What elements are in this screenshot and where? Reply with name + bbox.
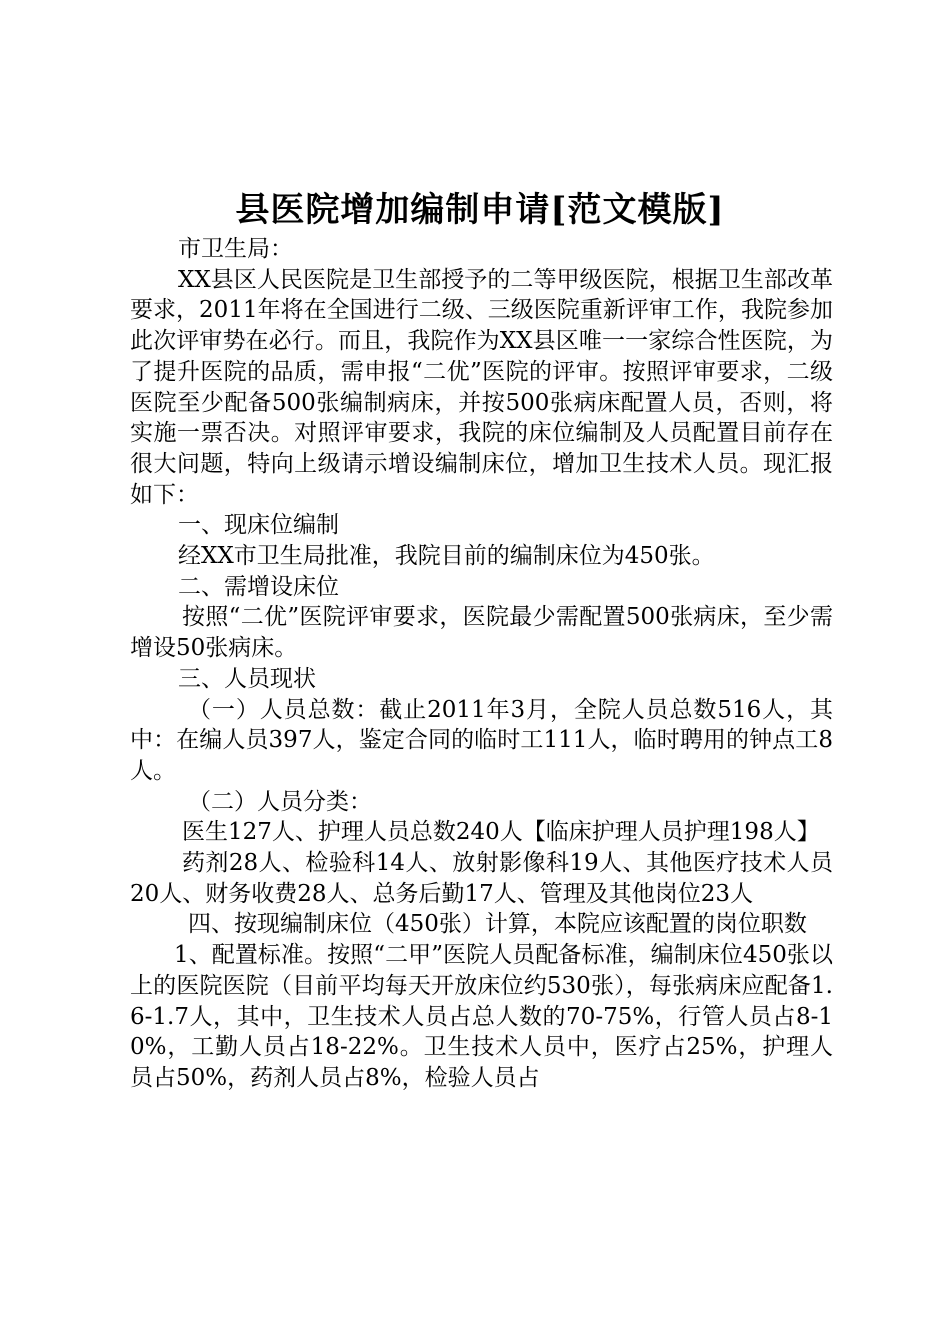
- section-heading-2: 二、需增设床位: [178, 573, 339, 600]
- salutation: 市卫生局：: [178, 236, 293, 262]
- section-heading-1: 一、现床位编制: [178, 512, 339, 539]
- document-title: 县医院增加编制申请[范文模版]: [235, 190, 725, 230]
- paragraph-current-beds: 经XX市卫生局批准，我院目前的编制床位为450张。: [178, 543, 715, 570]
- paragraph-other-staff: 药剂28人、检验科14人、放射影像科19人、其他医疗技术人员20人、财务收费28人、总务后勤17人、管理及其他岗位23人: [130, 850, 833, 907]
- paragraph-staff-total: （一）人员总数：截止2011年3月，全院人员总数516人，其中：在编人员397人，鉴定合同的临时工111人，临时聘用的钟点工8人。: [130, 696, 833, 784]
- paragraph-config-standard: 1、配置标准。按照“二甲”医院人员配备标准，编制床位450张以上的医院医院（目前平均每天开放床位约530张），每张病床应配备1.6-1.7人，其中，卫生技术人员占总人数的70-75%，行管人员占8-10%，工勤人员占18-22%。卫生技术人员中，医疗占25%，护理人员占50%，药剂人员占8%，检验人员占: [130, 942, 833, 1091]
- document-body: [130, 234, 833, 1094]
- paragraph-intro: XX县区人民医院是卫生部授予的二等甲级医院，根据卫生部改革要求，2011年将在全国进行二级、三级医院重新评审工作，我院参加此次评审势在必行。而且，我院作为XX县区唯一一家综合性医院，为了提升医院的品质，需申报“二优”医院的评审。按照评审要求，二级医院至少配备500张编制病床，并按500张病床配置人员，否则，将实施一票否决。对照评审要求，我院的床位编制及人员配置目前存在很大问题，特向上级请示增设编制床位，增加卫生技术人员。现汇报如下：: [130, 266, 833, 508]
- paragraph-additional-beds: 按照“二优”医院评审要求，医院最少需配置500张病床，至少需增设50张病床。: [130, 604, 833, 662]
- section-heading-3: 三、人员现状: [178, 665, 316, 692]
- section-heading-4: 四、按现编制床位（450张）计算，本院应该配置的岗位职数: [188, 911, 807, 938]
- paragraph-staff-classification: （二）人员分类：: [188, 788, 372, 815]
- paragraph-doctors-nurses: 医生127人、护理人员总数240人【临床护理人员护理198人】: [182, 819, 820, 846]
